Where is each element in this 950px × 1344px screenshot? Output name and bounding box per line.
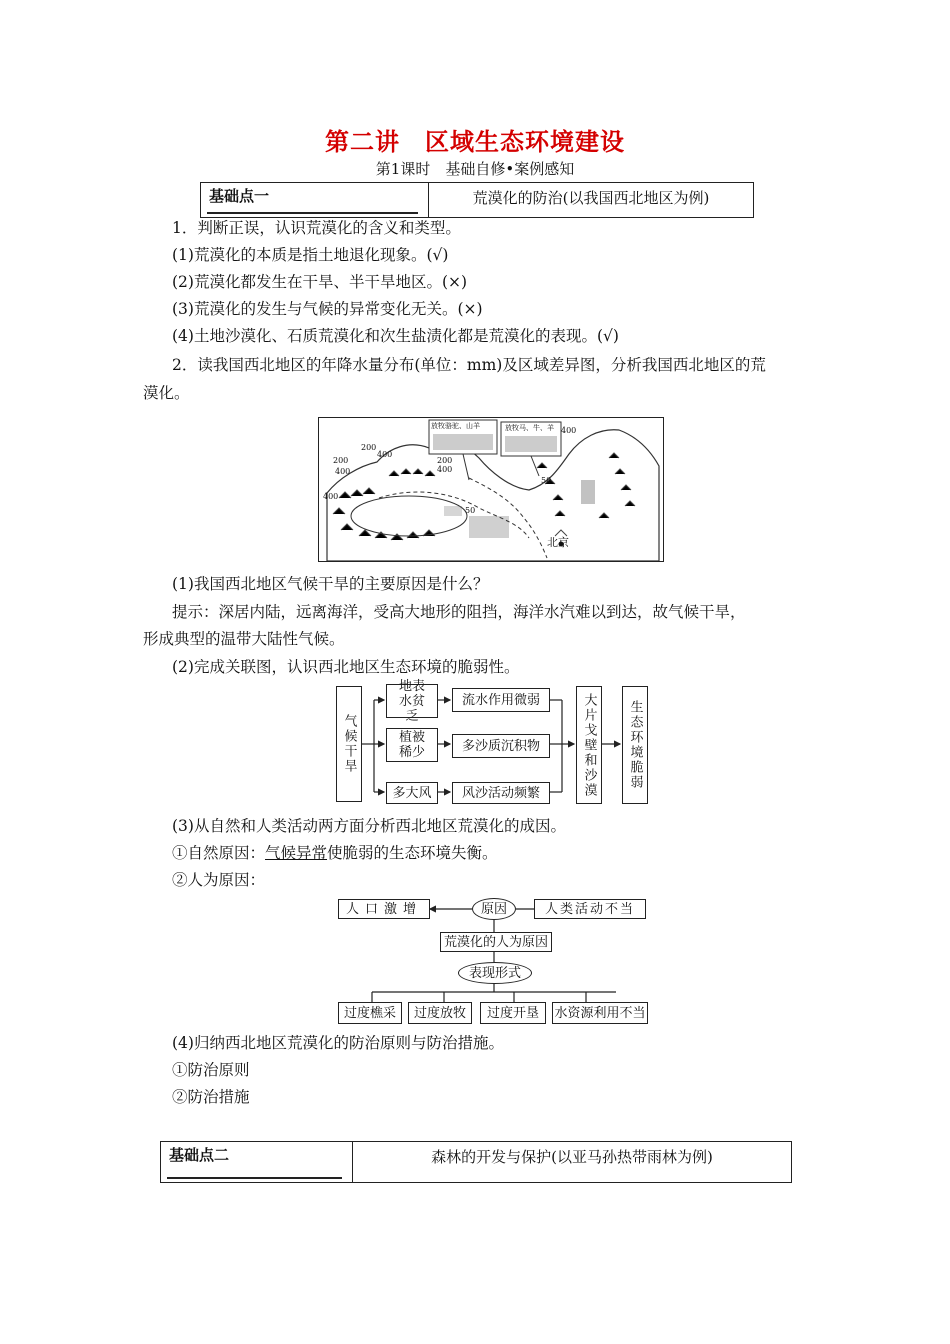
effect-box: 流水作用微弱: [452, 688, 550, 712]
knowledge-point-topic: 森林的开发与保护(以亚马孙热带雨林为例): [431, 1148, 713, 1166]
question-2-stem: 2．读我国西北地区的年降水量分布(单位：mm)及区域差异图，分析我国西北地区的荒: [172, 356, 766, 374]
mid-box: 植被稀少: [386, 728, 438, 762]
sub-question-4-item: ②防治措施: [172, 1088, 250, 1106]
knowledge-point-2: [160, 1141, 792, 1183]
sub-question-1: (1)我国西北地区气候干旱的主要原因是什么？: [172, 575, 489, 593]
mid-box: 多大风: [386, 782, 438, 804]
isoline-label: 400: [377, 450, 393, 459]
effect-box: 多沙质沉积物: [452, 734, 550, 758]
isoline-label: 50: [541, 476, 552, 485]
form-box: 过度开垦: [480, 1002, 546, 1024]
human-cause: ②人为原因：: [172, 871, 266, 889]
form-oval: 表现形式: [458, 962, 532, 984]
question-1-item: (4)土地沙漠化、石质荒漠化和次生盐渍化都是荒漠化的表现。(√): [172, 327, 619, 345]
knowledge-point-1: [200, 182, 754, 218]
isoline-label: 200: [333, 456, 349, 465]
sub-question-3: (3)从自然和人类活动两方面分析西北地区荒漠化的成因。: [172, 817, 566, 835]
map-city-label: 北京: [547, 536, 569, 549]
map-drawing: [319, 418, 663, 561]
natural-cause-prefix: ①自然原因：: [172, 844, 266, 862]
inset-label-right: 放牧马、牛、羊: [505, 424, 554, 432]
isoline-label: 200: [437, 456, 453, 465]
question-1-stem: 1．判断正误，认识荒漠化的含义和类型。: [172, 219, 461, 237]
question-1-item: (3)荒漠化的发生与气候的异常变化无关。(×): [172, 300, 483, 318]
fragility-diagram: [334, 678, 654, 806]
natural-cause-answer: 气候异常: [265, 844, 328, 862]
question-1-item: (1)荒漠化的本质是指土地退化现象。(√): [172, 246, 449, 264]
knowledge-point-label: 基础点二: [161, 1142, 353, 1182]
question-1-item: (2)荒漠化都发生在干旱、半干旱地区。(×): [172, 273, 468, 291]
inset-label-left: 放牧骆驼、山羊: [431, 422, 480, 430]
population-box: 人口激增: [338, 899, 430, 919]
page-subtitle: 第1课时 基础自修•案例感知: [375, 160, 575, 178]
mid-box: 地表水贫乏: [386, 684, 438, 718]
natural-cause-suffix: 使脆弱的生态环境失衡。: [327, 844, 498, 862]
cause-oval: 原因: [472, 898, 516, 920]
knowledge-point-topic: 荒漠化的防治(以我国西北地区为例): [472, 189, 710, 207]
human-activity-box: 人类活动不当: [534, 899, 646, 919]
sub-question-4-item: ①防治原则: [172, 1061, 250, 1079]
sub-question-4: (4)归纳西北地区荒漠化的防治原则与防治措施。: [172, 1034, 504, 1052]
cause-box: 气候干旱: [336, 686, 362, 802]
human-cause-main-box: 荒漠化的人为原因: [440, 932, 552, 952]
hint-text-cont: 形成典型的温带大陆性气候。: [143, 630, 345, 648]
question-2-stem-cont: 漠化。: [143, 384, 190, 402]
isoline-label: 400: [437, 465, 453, 474]
hint-text: 提示：深居内陆，远离海洋，受高大地形的阻挡，海洋水汽难以到达，故气候干旱，: [172, 603, 746, 621]
form-box: 过度放牧: [408, 1002, 472, 1024]
isoline-label: 400: [561, 426, 577, 435]
effect-box: 风沙活动频繁: [452, 782, 550, 804]
human-cause-diagram: [336, 896, 652, 1026]
isoline-label: 400: [323, 492, 339, 501]
result-box: 大片戈壁和沙漠: [576, 686, 602, 804]
isoline-label: 200: [361, 443, 377, 452]
form-box: 过度樵采: [338, 1002, 402, 1024]
natural-cause: [172, 840, 498, 867]
sub-question-2: (2)完成关联图，认识西北地区生态环境的脆弱性。: [172, 658, 520, 676]
northwest-china-map: [318, 417, 664, 562]
isoline-label: 50: [465, 506, 476, 515]
knowledge-point-label: 基础点一: [201, 183, 429, 217]
isoline-label: 400: [335, 467, 351, 476]
form-box: 水资源利用不当: [552, 1002, 648, 1024]
page-title: 第二讲 区域生态环境建设: [325, 127, 625, 156]
final-box: 生态环境脆弱: [622, 686, 648, 804]
question-1: [172, 215, 619, 350]
